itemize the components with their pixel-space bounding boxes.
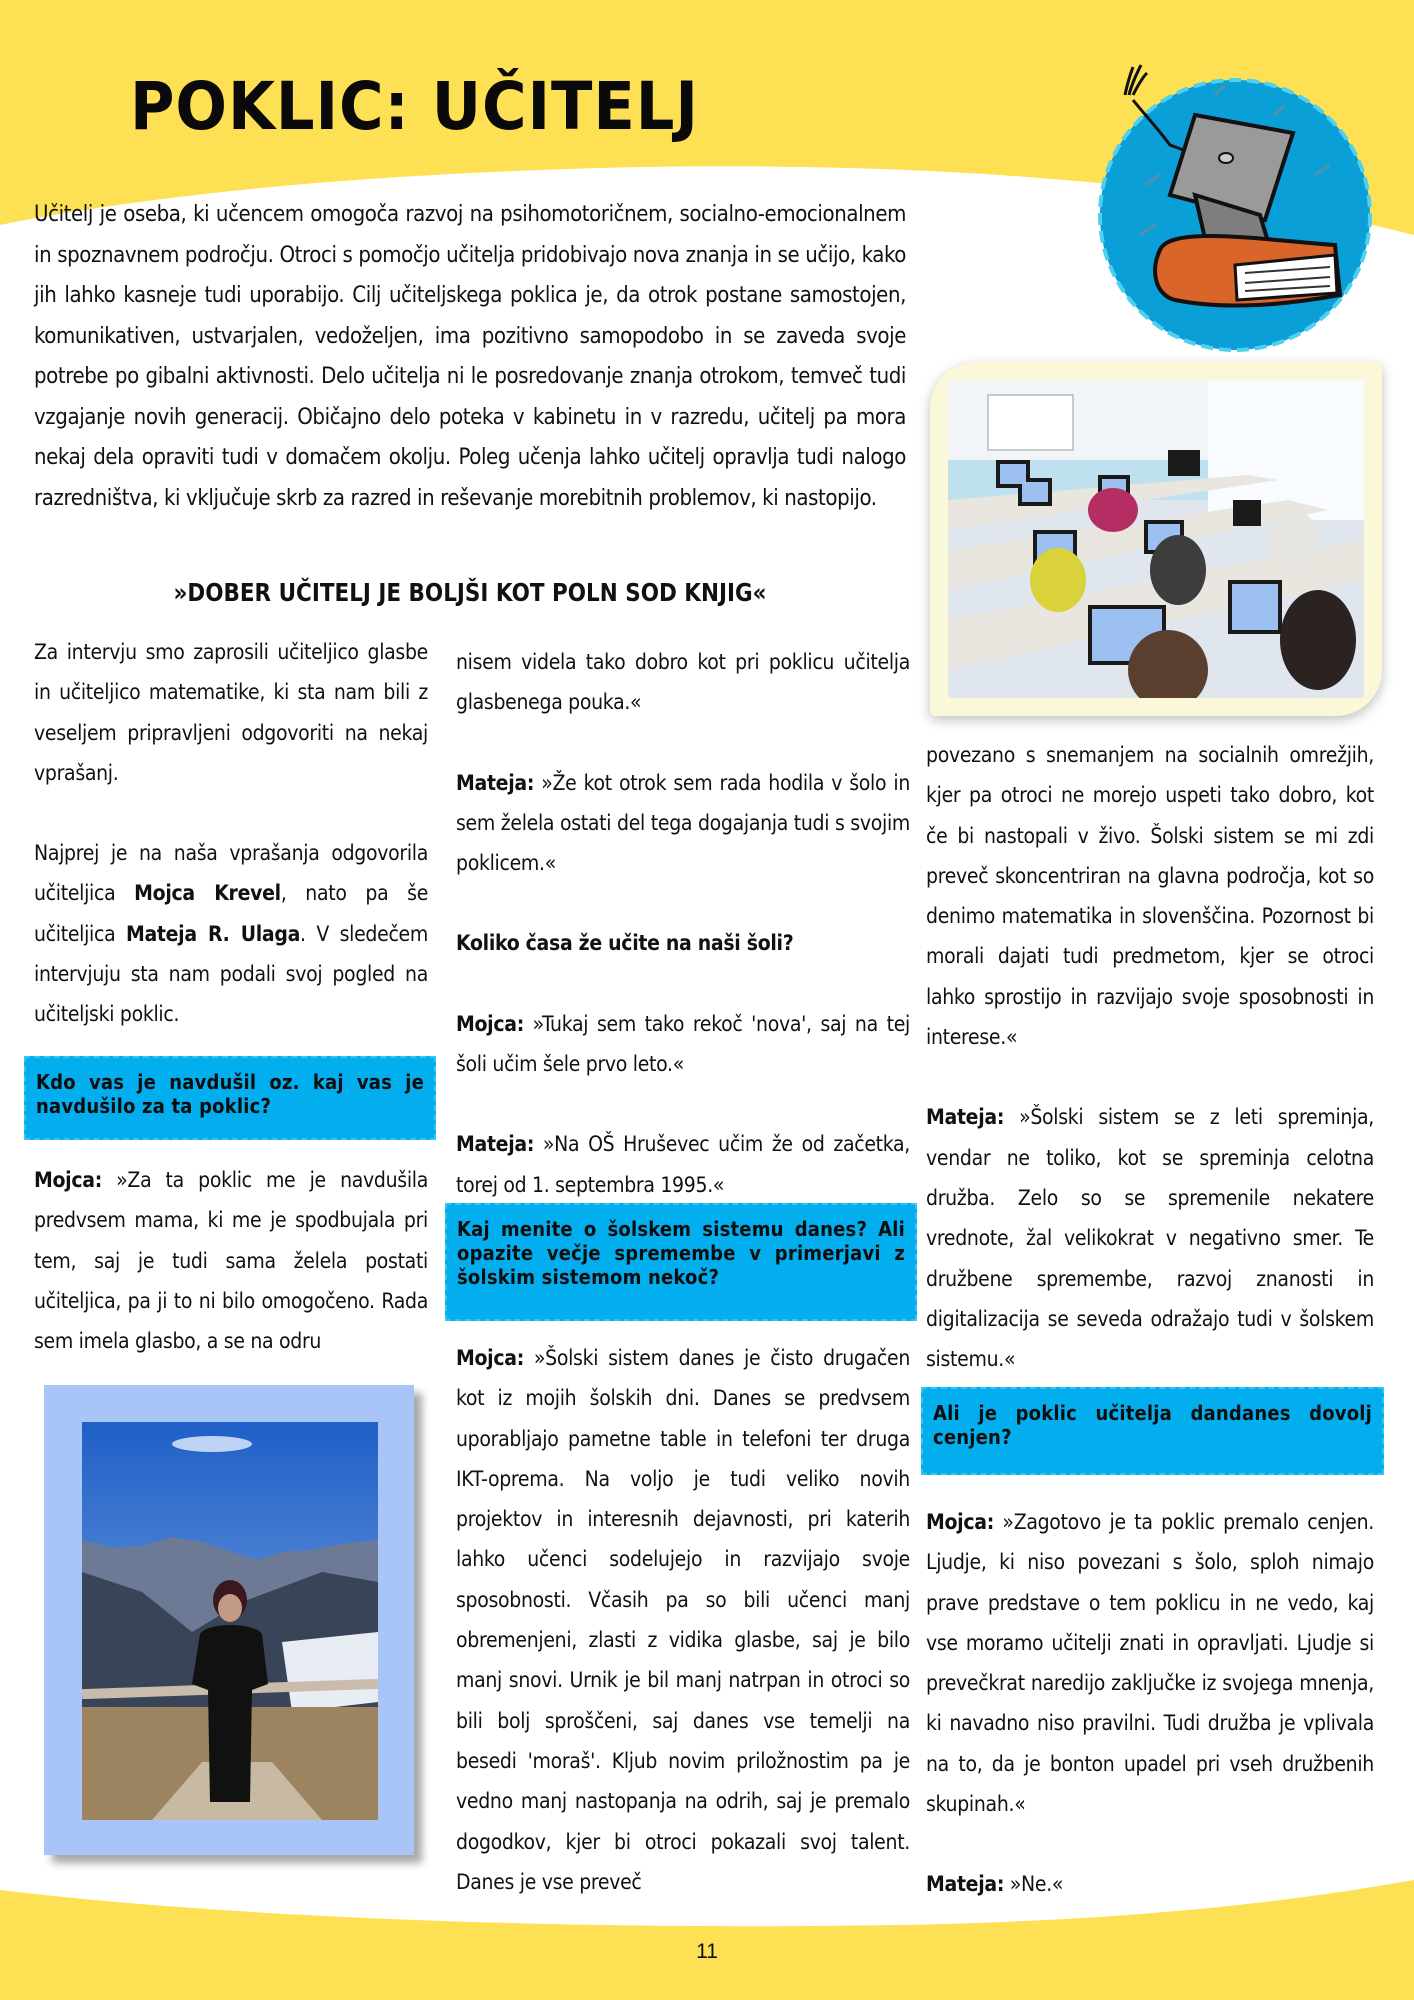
intro-paragraph: Učitelj je oseba, ki učencem omogoča razvoj na psihomotoričnem, socialno-emocionalnem in spoznavnem področju. Otroci s pomočjo učitelja pridobivajo nova znanja in se učijo, kako jih lahko kasneje tudi uporabijo. Cilj učiteljskega poklica je, da otrok postane samostojen, komunikativen, ustvarjalen, vedoželjen, ima pozitivno samopodobo in se zaveda svoje potrebe po gibalni aktivnosti. Delo učitelja ni le posredovanje znanja otrokom, temveč tudi vzgajanje novih generacij. Običajno delo poteka v kabinetu in v razredu, učitelj pa mora nekaj dela opraviti tudi v domačem okolju. Poleg učenja lahko učitelj opravlja tudi nalogo razredništva, ki vključuje skrb za razred in reševanje morebitnih problemov, ki nastopijo.: [34, 202, 906, 511]
column-1: [34, 632, 428, 1035]
page-number: 11: [696, 1940, 718, 1963]
lead-paragraph: Za intervju smo zaprosili učiteljico glasbe in učiteljico matematike, ki sta nam bili z veseljem pripravljeni odgovoriti na nekaj vprašanj.: [34, 640, 428, 785]
answer-paragraph: Mojca: »Zagotovo je ta poklic premalo cenjen. Ljudje, ki niso povezani s šolo, sploh nimajo prave predstave o tem poklicu in ne vedo, kaj vse moramo učitelji znati in opravljati. Ljudje si prevečkrat naredijo zaključke iz svojega mnenja, ki navadno niso pravilni. Tudi družba je vplivala na to, da je bonton upadel pri vseh družbenih skupinah.«: [926, 1510, 1374, 1817]
column-2: [456, 642, 910, 1205]
column-3: [926, 735, 1374, 1379]
teacher-name-mateja: Mateja R. Ulaga: [125, 921, 301, 946]
question-box: Ali je poklic učitelja dandanes dovolj cenjen?: [921, 1387, 1384, 1475]
column-3-answer: [926, 1502, 1374, 1905]
answer-paragraph: Mateja: »Na OŠ Hruševec učim že od začetka, torej od 1. septembra 1995.«: [456, 1132, 910, 1197]
answer-paragraph: Mateja: »Že kot otrok sem rada hodila v šolo in sem želela ostati del tega dogajanja tudi s svojim poklicem.«: [456, 770, 910, 876]
intro-teachers-paragraph: Najprej je na naša vprašanja odgovorila učiteljica Mojca Krevel, nato pa še učiteljica Mateja R. Ulaga. V sledečem intervjuju sta nam podali svoj pogled na učiteljski poklic.: [34, 841, 429, 1027]
answer-paragraph: Mateja: »Šolski sistem se z leti spreminja, vendar ne toliko, kot se spreminja celotna družba. Zelo so se spremenile nekatere vrednote, žal velikokrat v negativno smer. Te družbene spremembe, razvoj znanosti in digitalizacija se seveda odražajo tudi v šolskem sistemu.«: [926, 1105, 1374, 1372]
answer-paragraph: povezano s snemanjem na socialnih omrežjih, kjer pa otroci ne morejo uspeti tako dobro, kot če bi nastopali v živo. Šolski sistem se mi zdi preveč skoncentriran na glavna področja, kot so denimo matematika in slovenščina. Pozornost bi morali dajati tudi predmetom, kjer se otroci lahko sprostijo in razvijajo svoje sposobnosti in interese.«: [926, 743, 1374, 1050]
answer-paragraph: Mateja: »Ne.«: [926, 1872, 1064, 1897]
answer-paragraph: Mojca: »Tukaj sem tako rekoč 'nova', saj na tej šoli učim šele prvo leto.«: [456, 1011, 910, 1077]
teacher-photo-frame: [44, 1385, 414, 1855]
column-2-answer: [456, 1338, 910, 1902]
answer-paragraph: nisem videla tako dobro kot pri poklicu učitelja glasbenega pouka.«: [456, 650, 910, 715]
question-inline: Koliko časa že učite na naši šoli?: [456, 931, 794, 956]
article-headline: »DOBER UČITELJ JE BOLJŠI KOT POLN SOD KNJIG«: [173, 578, 767, 607]
teacher-name-mojca: Mojca Krevel: [134, 881, 281, 906]
question-box: Kdo vas je navdušil oz. kaj vas je navdušilo za ta poklic?: [24, 1056, 436, 1140]
classroom-photo-frame: [930, 362, 1382, 716]
classroom-photo: [948, 380, 1364, 698]
column-1-answer: [34, 1160, 428, 1361]
graduation-cap-book-icon: [1085, 55, 1380, 355]
teacher-photo: [82, 1422, 378, 1820]
answer-paragraph: Mojca: »Za ta poklic me je navdušila predvsem mama, ki me je spodbujala pri tem, saj je tudi sama želela postati učiteljica, pa ji to ni bilo omogočeno. Rada sem imela glasbo, a se na odru: [34, 1168, 428, 1354]
answer-paragraph: Mojca: »Šolski sistem danes je čisto drugačen kot iz mojih šolskih dni. Danes se predvsem uporabljajo pametne table in telefoni ter druga IKT-oprema. Na voljo je tudi veliko novih projektov in interesnih dejavnosti, pri katerih lahko učenci sodelujejo in razvijajo svoje sposobnosti. Včasih pa so bili učenci manj obremenjeni, zlasti z vidika glasbe, saj je bilo manj snovi. Urnik je bil manj natrpan in otroci so bili bolj sproščeni, saj danes vse temelji na besedi 'moraš'. Kljub novim priložnostim pa je vedno manj nastopanja na odrih, saj je premalo dogodkov, kjer bi otroci pokazali svoj talent. Danes je vse preveč: [456, 1346, 910, 1894]
page-title: POKLIC: UČITELJ: [130, 68, 699, 145]
question-box: Kaj menite o šolskem sistemu danes? Ali opazite večje spremembe v primerjavi z šolskim sistemom nekoč?: [445, 1203, 917, 1321]
